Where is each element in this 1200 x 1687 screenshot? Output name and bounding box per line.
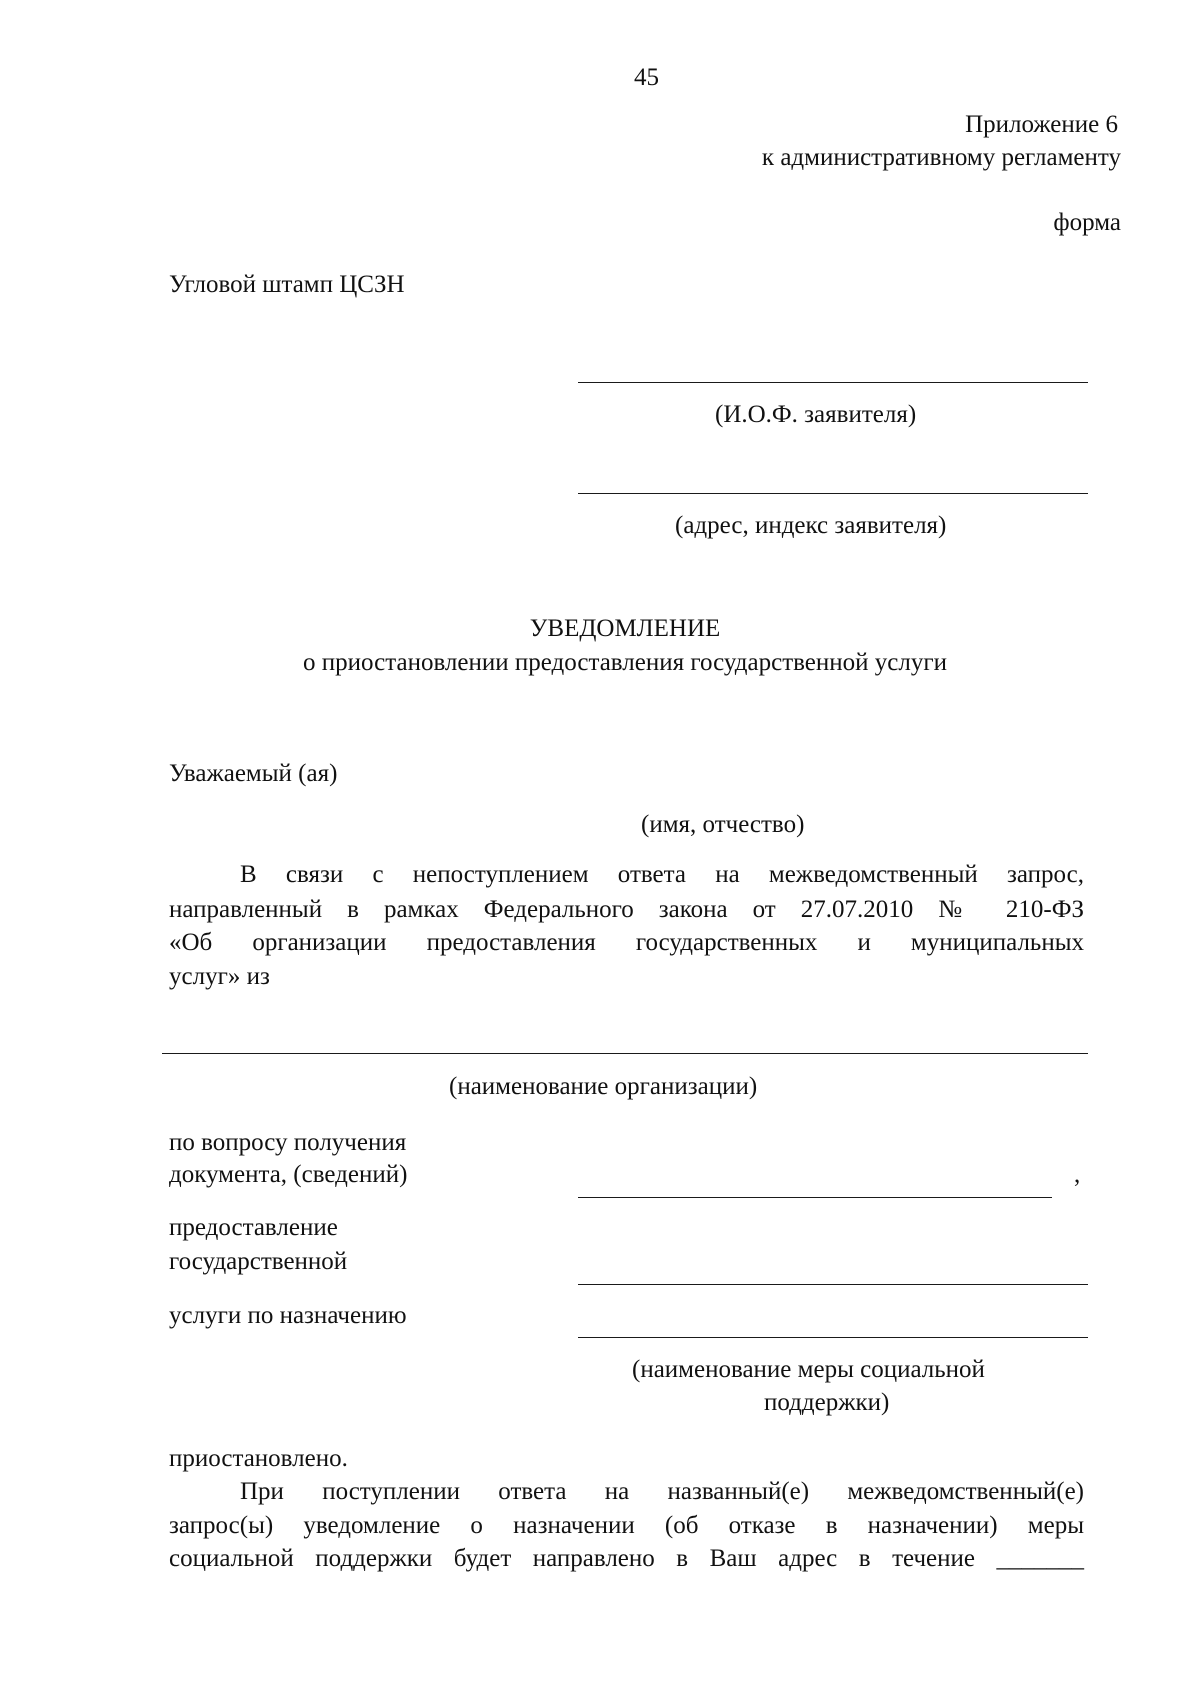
service-label-line2: государственной bbox=[169, 1248, 348, 1275]
measure-caption-line1: (наименование меры социальной bbox=[632, 1356, 985, 1383]
corner-stamp-label: Угловой штамп ЦСЗН bbox=[169, 271, 405, 298]
document-line[interactable] bbox=[578, 1197, 1052, 1198]
paragraph1-line3: «Об организации предоставления государственных и муниципальных bbox=[169, 929, 1084, 956]
assignment-label: услуги по назначению bbox=[169, 1302, 407, 1329]
document-label-line1: по вопросу получения bbox=[169, 1129, 407, 1156]
appendix-title: Приложение 6 bbox=[965, 111, 1118, 138]
applicant-name-caption: (И.О.Ф. заявителя) bbox=[715, 401, 917, 428]
paragraph2-line2: запрос(ы) уведомление о назначении (об отказе в назначении) меры bbox=[169, 1512, 1084, 1539]
paragraph1-line4: услуг» из bbox=[169, 963, 270, 990]
organization-caption: (наименование организации) bbox=[449, 1073, 758, 1100]
measure-caption-line2: поддержки) bbox=[764, 1389, 890, 1416]
measure-line[interactable] bbox=[578, 1337, 1088, 1338]
document-comma: , bbox=[1074, 1161, 1081, 1188]
recipient-name-caption: (имя, отчество) bbox=[641, 811, 805, 838]
paragraph2-line1: При поступлении ответа на названный(е) межведомственный(е) bbox=[240, 1478, 1084, 1505]
service-line[interactable] bbox=[578, 1284, 1088, 1285]
form-label: форма bbox=[1053, 209, 1121, 236]
paragraph2-line3: социальной поддержки будет направлено в Ваш адрес в течение _______ bbox=[169, 1545, 1084, 1572]
notice-subtitle: о приостановлении предоставления государственной услуги bbox=[303, 649, 947, 676]
page-number: 45 bbox=[634, 64, 659, 91]
salutation: Уважаемый (ая) bbox=[169, 760, 338, 787]
notice-title: УВЕДОМЛЕНИЕ bbox=[529, 615, 721, 642]
service-label-line1: предоставление bbox=[169, 1214, 338, 1241]
paragraph1-line2: направленный в рамках Федерального закона от 27.07.2010 № 210-ФЗ bbox=[169, 896, 1084, 923]
document-label-line2: документа, (сведений) bbox=[169, 1161, 408, 1188]
applicant-address-line[interactable] bbox=[578, 493, 1088, 494]
appendix-reference: к административному регламенту bbox=[761, 144, 1121, 171]
applicant-address-caption: (адрес, индекс заявителя) bbox=[675, 512, 947, 539]
paragraph1-line1: В связи с непоступлением ответа на межведомственный запрос, bbox=[240, 861, 1084, 888]
suspended-text: приостановлено. bbox=[169, 1445, 348, 1472]
applicant-name-line[interactable] bbox=[578, 382, 1088, 383]
organization-line[interactable] bbox=[162, 1053, 1088, 1054]
